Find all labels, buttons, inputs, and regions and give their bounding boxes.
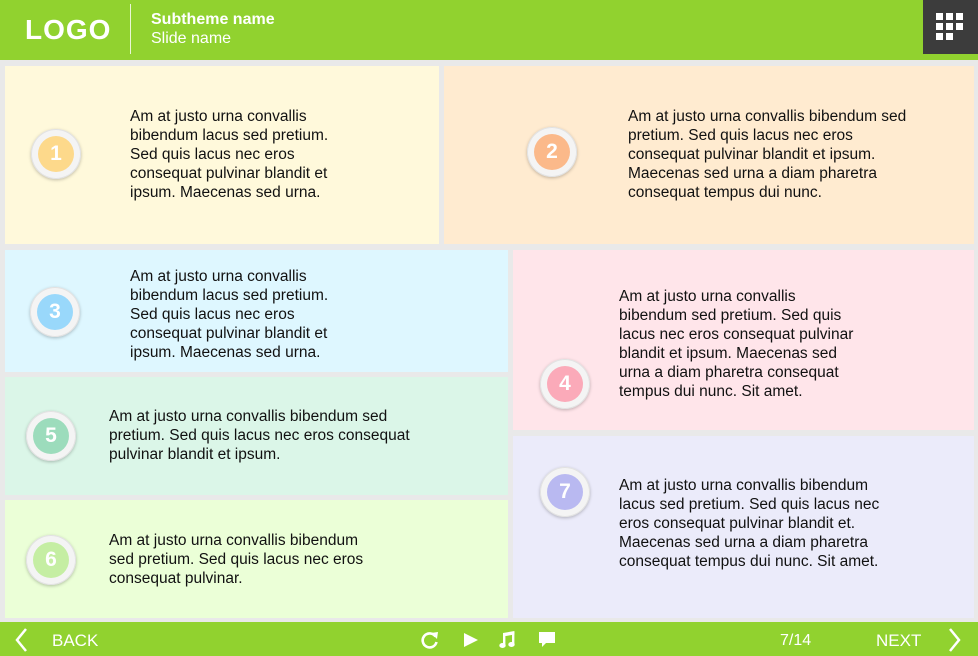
panel-text: Am at justo urna convallis bibendum lacus sed pretium. Sed quis lacus nec eros consequat pulvinar blandit et. Maecenas sed urna a diam pharetra consequat tempus dui nunc. Sit amet. — [619, 477, 880, 570]
content-panel-6 — [5, 500, 508, 618]
badge-number: 3 — [37, 294, 73, 330]
number-badge-4 — [540, 359, 590, 409]
badge-number: 6 — [33, 542, 69, 578]
panel-text: Am at justo urna convallis bibendum lacus sed pretium. Sed quis lacus nec eros consequat pulvinar blandit et ipsum. Maecenas sed urna. — [130, 268, 329, 361]
content-panel-5 — [5, 377, 508, 495]
content-panel-4 — [513, 250, 974, 430]
content-panel-1 — [5, 66, 439, 244]
number-badge-6 — [26, 535, 76, 585]
subtheme-title: Subtheme name — [151, 11, 275, 28]
badge-number: 2 — [534, 134, 570, 170]
number-badge-7 — [540, 467, 590, 517]
badge-number: 4 — [547, 366, 583, 402]
header-bar — [0, 0, 978, 60]
content-panel-7 — [513, 436, 974, 618]
comment-button[interactable] — [538, 630, 558, 650]
content-panel-3 — [5, 250, 508, 372]
panel-text: Am at justo urna convallis bibendum lacus sed pretium. Sed quis lacus nec eros consequat pulvinar blandit et ipsum. Maecenas sed urna. — [130, 108, 329, 201]
content-panel-2 — [444, 66, 974, 244]
next-button[interactable] — [872, 624, 968, 654]
back-label: BACK — [52, 631, 99, 650]
chevron-right-icon — [946, 627, 962, 653]
panel-text: Am at justo urna convallis bibendum sed pretium. Sed quis lacus nec eros consequat pulvinar blandit et ipsum. — [109, 408, 410, 463]
logo: LOGO — [25, 14, 112, 45]
play-icon — [461, 630, 481, 650]
number-badge-3 — [30, 287, 80, 337]
panel-text: Am at justo urna convallis bibendum sed pretium. Sed quis lacus nec eros consequat pulvinar blandit et ipsum. Maecenas sed urna a diam pharetra consequat tempus dui nunc. Sit amet. — [619, 288, 854, 400]
number-badge-1 — [31, 129, 81, 179]
footer-bar — [0, 622, 978, 656]
number-badge-2 — [527, 127, 577, 177]
badge-number: 7 — [547, 474, 583, 510]
play-button[interactable] — [461, 630, 481, 650]
header-divider — [130, 4, 131, 54]
grid-menu-icon — [936, 13, 964, 41]
music-icon — [498, 630, 518, 650]
badge-number: 5 — [33, 418, 69, 454]
slide-name: Slide name — [151, 30, 232, 47]
number-badge-5 — [26, 411, 76, 461]
menu-button[interactable] — [923, 0, 978, 54]
back-button[interactable] — [14, 624, 114, 654]
chevron-left-icon — [14, 627, 30, 653]
replay-button[interactable] — [420, 630, 440, 650]
comment-icon — [538, 630, 558, 650]
panel-text: Am at justo urna convallis bibendum sed pretium. Sed quis lacus nec eros consequat pulvinar blandit et ipsum. Maecenas sed urna a diam pharetra consequat tempus dui nunc. — [628, 108, 907, 201]
music-button[interactable] — [498, 630, 518, 650]
panel-text: Am at justo urna convallis bibendum sed pretium. Sed quis lacus nec eros consequat pulvinar. — [109, 532, 364, 587]
page-counter: 7/14 — [780, 632, 812, 649]
replay-icon — [420, 630, 440, 650]
badge-number: 1 — [38, 136, 74, 172]
next-label: NEXT — [876, 631, 922, 650]
